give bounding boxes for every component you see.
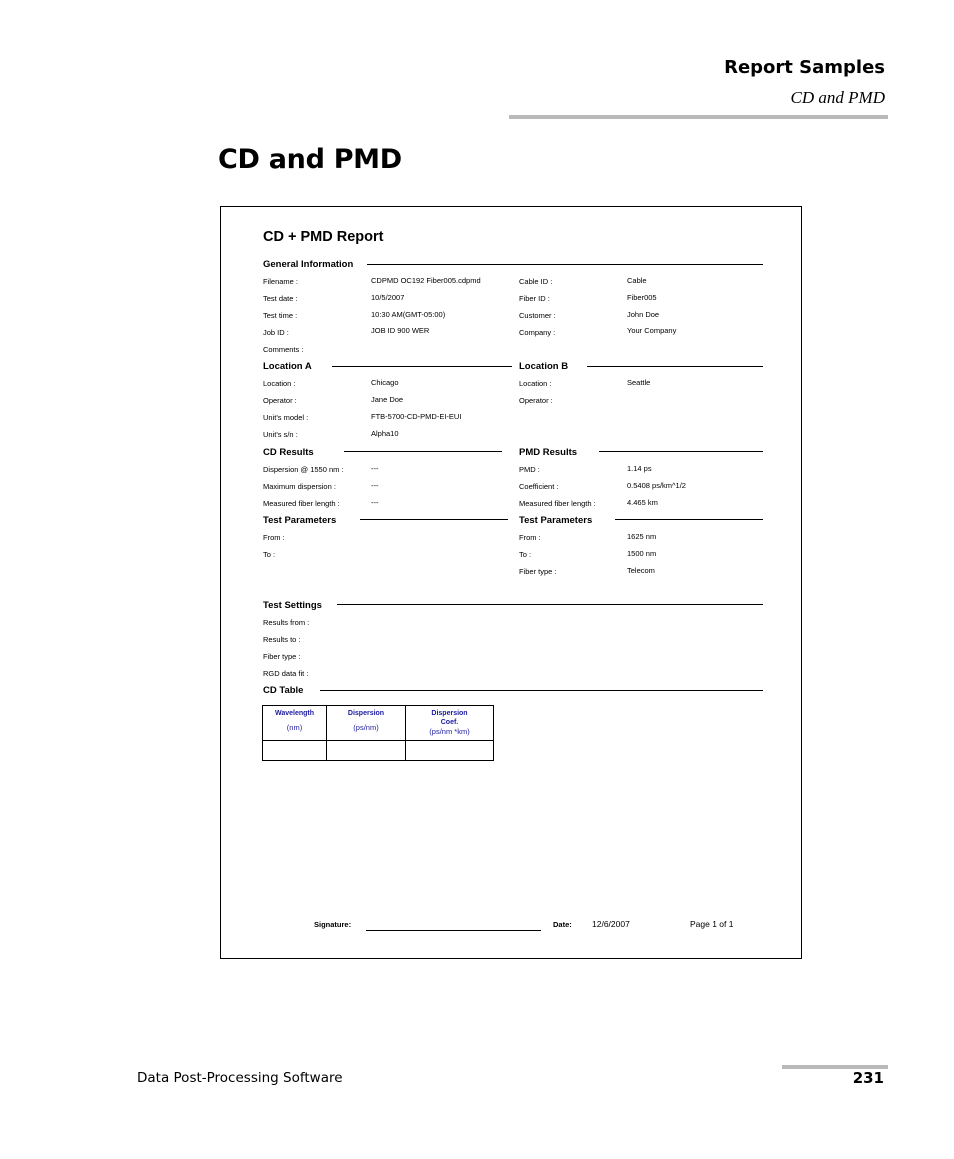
pmd-fiber-length-value: 4.465 km (627, 498, 658, 507)
fiber-id-label: Fiber ID : (519, 294, 550, 303)
page-title: CD and PMD (218, 144, 402, 175)
cd-table-col-unit: (ps/nm) (353, 723, 379, 732)
footer-product-name: Data Post-Processing Software (137, 1070, 343, 1086)
report-title: CD + PMD Report (263, 229, 384, 245)
section-rule (587, 366, 763, 367)
settings-fiber-type-label: Fiber type : (263, 652, 301, 661)
test-date-label: Test date : (263, 294, 298, 303)
params-right-fiber-type-value: Telecom (627, 566, 655, 575)
general-information-heading: General Information (263, 259, 354, 270)
section-rule (615, 519, 763, 520)
test-parameters-left-heading: Test Parameters (263, 515, 337, 526)
cd-table-col-name: Dispersion (347, 710, 385, 717)
params-right-fiber-type-label: Fiber type : (519, 567, 557, 576)
location-b-operator-label: Operator : (519, 396, 553, 405)
max-dispersion-label: Maximum dispersion : (263, 482, 336, 491)
coefficient-label: Coefficient : (519, 482, 559, 491)
location-a-location-value: Chicago (371, 378, 399, 387)
dispersion-value: --- (371, 464, 379, 473)
job-id-value: JOB ID 900 WER (371, 326, 430, 335)
location-b-location-label: Location : (519, 379, 552, 388)
test-settings-heading: Test Settings (263, 600, 322, 611)
table-cell (327, 741, 406, 761)
test-time-value: 10:30 AM(GMT-05:00) (371, 310, 446, 319)
cd-fiber-length-label: Measured fiber length : (263, 499, 340, 508)
location-a-operator-label: Operator : (263, 396, 297, 405)
params-right-to-value: 1500 nm (627, 549, 657, 558)
results-to-label: Results to : (263, 635, 301, 644)
cd-table-col-unit: (nm) (286, 723, 303, 732)
cd-table (262, 705, 494, 761)
job-id-label: Job ID : (263, 328, 289, 337)
cd-fiber-length-value: --- (371, 498, 379, 507)
section-rule (367, 264, 763, 265)
location-a-operator-value: Jane Doe (371, 395, 404, 404)
params-left-from-label: From : (263, 533, 285, 542)
location-b-location-value: Seattle (627, 378, 651, 387)
cable-id-value: Cable (627, 276, 647, 285)
cd-table-header-wavelength (263, 706, 327, 741)
unit-sn-label: Unit's s/n : (263, 430, 298, 439)
table-cell (263, 741, 327, 761)
header-title: Report Samples (724, 57, 885, 78)
cd-table-header-dispersion-coef (406, 706, 494, 741)
params-left-to-label: To : (263, 550, 276, 559)
date-label: Date: (553, 920, 572, 929)
company-label: Company : (519, 328, 556, 337)
cd-table-col-name: Wavelength (274, 710, 315, 717)
cd-table-col-name: Dispersion Coef. (431, 710, 468, 726)
pmd-label: PMD : (519, 465, 540, 474)
comments-label: Comments : (263, 345, 304, 354)
params-right-from-value: 1625 nm (627, 532, 657, 541)
cable-id-label: Cable ID : (519, 277, 553, 286)
report-frame (220, 206, 802, 959)
test-time-label: Test time : (263, 311, 298, 320)
section-rule (360, 519, 508, 520)
unit-sn-value: Alpha10 (371, 429, 399, 438)
customer-value: John Doe (627, 310, 660, 319)
results-from-label: Results from : (263, 618, 310, 627)
params-right-from-label: From : (519, 533, 541, 542)
cd-table-col-unit: (ps/nm *km) (429, 727, 470, 736)
max-dispersion-value: --- (371, 481, 379, 490)
section-rule (344, 451, 502, 452)
section-rule (332, 366, 512, 367)
filename-value: CDPMD OC192 Fiber005.cdpmd (371, 276, 481, 285)
date-value: 12/6/2007 (592, 919, 630, 929)
pmd-value: 1.14 ps (627, 464, 652, 473)
test-parameters-right-heading: Test Parameters (519, 515, 593, 526)
header-subtitle: CD and PMD (790, 88, 885, 107)
report-page-indicator: Page 1 of 1 (690, 919, 734, 929)
section-rule (599, 451, 763, 452)
signature-label: Signature: (314, 920, 352, 929)
test-date-value: 10/5/2007 (371, 293, 405, 302)
header-divider (509, 115, 888, 119)
pmd-results-heading: PMD Results (519, 447, 578, 458)
unit-model-label: Unit's model : (263, 413, 309, 422)
company-value: Your Company (627, 326, 677, 335)
section-rule (337, 604, 763, 605)
page-number: 231 (852, 1069, 884, 1087)
location-b-heading: Location B (519, 361, 569, 372)
dispersion-label: Dispersion @ 1550 nm : (263, 465, 344, 474)
coefficient-value: 0.5408 ps/km^1/2 (627, 481, 686, 490)
location-a-location-label: Location : (263, 379, 296, 388)
section-rule (320, 690, 763, 691)
location-a-heading: Location A (263, 361, 312, 372)
params-right-to-label: To : (519, 550, 532, 559)
cd-table-header-dispersion (327, 706, 406, 741)
filename-label: Filename : (263, 277, 299, 286)
rgd-data-fit-label: RGD data fit : (263, 669, 309, 678)
pmd-fiber-length-label: Measured fiber length : (519, 499, 596, 508)
cd-results-heading: CD Results (263, 447, 314, 458)
signature-line (366, 930, 541, 931)
table-row (263, 741, 494, 761)
table-cell (406, 741, 494, 761)
fiber-id-value: Fiber005 (627, 293, 657, 302)
unit-model-value: FTB-5700-CD-PMD-EI-EUI (371, 412, 462, 421)
cd-table-heading: CD Table (263, 685, 304, 696)
customer-label: Customer : (519, 311, 556, 320)
